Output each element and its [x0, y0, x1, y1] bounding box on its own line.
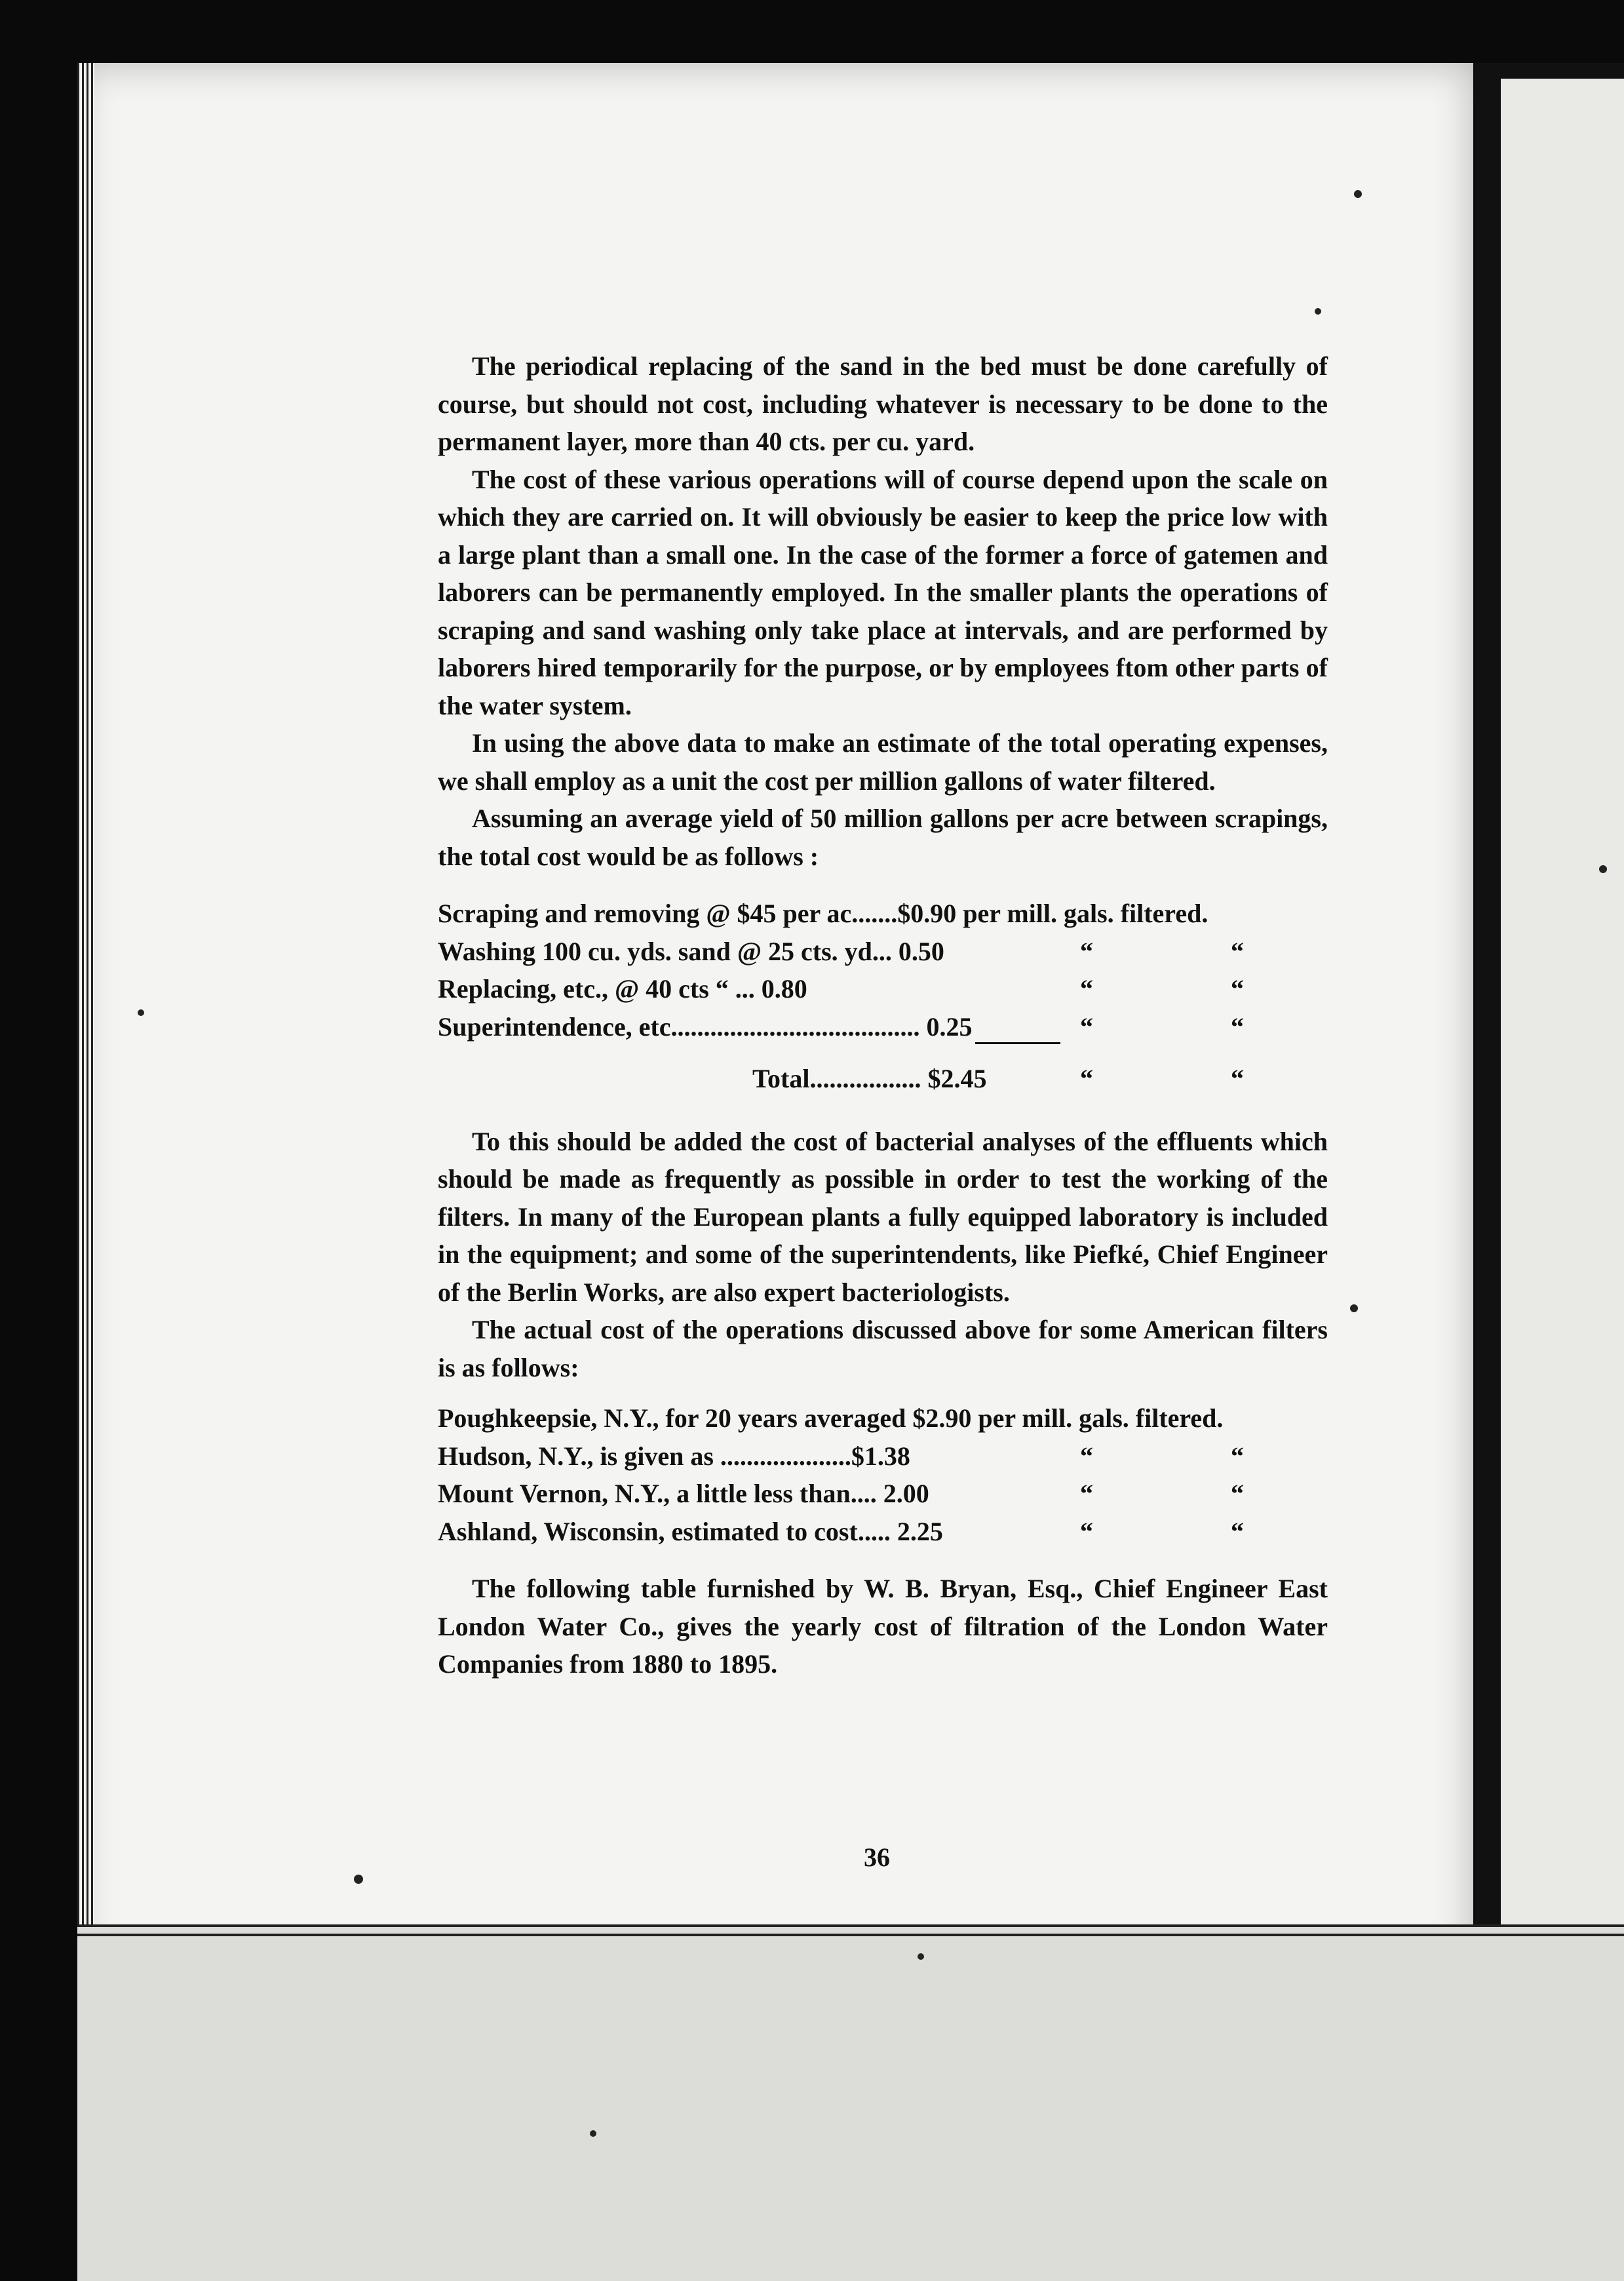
american-filters-table [438, 1399, 1328, 1550]
city-row [438, 1437, 1328, 1475]
ditto-mark: “ [1080, 1516, 1093, 1546]
scan-rule-bottom [77, 1934, 1624, 1936]
cost-row [438, 1008, 1328, 1046]
paragraph: The following table furnished by W. B. Bryan, Esq., Chief Engineer East London Water Co., gives the yearly cost of filtration of the London Water Companies from 1880 to 1895. [438, 1574, 1328, 1679]
cost-item: Superintendence, etc...................................... 0.25 [438, 1011, 973, 1042]
ditto-mark: “ [1080, 1064, 1093, 1093]
paragraph: Assuming an average yield of 50 million gallons per acre between scrapings, the total cost would be as follows : [438, 804, 1328, 871]
scan-speck [1599, 865, 1607, 873]
facing-page-edge [1501, 79, 1624, 2176]
cost-row [438, 933, 1328, 971]
ditto-mark: “ [1080, 1479, 1093, 1508]
cost-table [438, 895, 1328, 1098]
scan-speck [1315, 308, 1321, 315]
ditto-mark: “ [1231, 1441, 1244, 1471]
cost-item: Washing 100 cu. yds. sand @ 25 cts. yd... 0.50 [438, 936, 944, 966]
city-cost: Mount Vernon, N.Y., a little less than.... 2.00 [438, 1479, 929, 1508]
page-binding-edge [77, 63, 94, 2180]
paragraph: The actual cost of the operations discussed above for some American filters is as follows: [438, 1315, 1328, 1382]
cost-row [438, 895, 1328, 933]
scan-speck [918, 1953, 924, 1960]
paragraph: To this should be added the cost of bacterial analyses of the effluents which should be made as frequently as possible in order to test the working of the filters. In many of the European plants a fully equipped laboratory is included in the equipment; and some of the superintendents, like Piefké, Chief Engineer of the Berlin Works, are also expert bacteriologists. [438, 1126, 1328, 1307]
scan-speck [1350, 1304, 1358, 1312]
ditto-mark: “ [1231, 1516, 1244, 1546]
city-row [438, 1513, 1328, 1551]
ditto-mark: “ [1080, 1011, 1093, 1042]
scan-speck [138, 1009, 144, 1016]
cost-item: Replacing, etc., @ 40 cts “ ... 0.80 [438, 974, 807, 1004]
scan-speck [1354, 190, 1362, 198]
paragraph: The periodical replacing of the sand in the bed must be done carefully of course, but should not cost, including whatever is necessary to be done to the permanent layer, more than 40 cts. per cu. yard. [438, 351, 1328, 456]
city-cost: Hudson, N.Y., is given as ....................$1.38 [438, 1441, 910, 1471]
cost-row [438, 970, 1328, 1008]
city-row [438, 1399, 1328, 1437]
ditto-mark: “ [1231, 936, 1244, 966]
paragraph: In using the above data to make an estimate of the total operating expenses, we shall employ as a unit the cost per million gallons of water filtered. [438, 728, 1328, 796]
scan-speck [590, 2130, 596, 2137]
paragraph: The cost of these various operations will of course depend upon the scale on which they are carried on. It will obviously be easier to keep the price low with a large plant than a small one. In the case of the former a force of gatemen and laborers can be permanently employed. In the smaller plants the operations of scraping and sand washing only take place at intervals, and are performed by laborers hired temporarily for the purpose, or by employees ftom other parts of the water system. [438, 464, 1328, 720]
scan-bottom-margin [77, 1927, 1624, 2281]
ditto-mark: “ [1231, 1011, 1244, 1042]
ditto-mark: “ [1080, 936, 1093, 966]
scan-speck [354, 1875, 363, 1884]
cost-total-row [438, 1060, 1328, 1098]
ditto-mark: “ [1080, 1441, 1093, 1471]
ditto-mark: “ [1231, 1064, 1244, 1093]
city-row [438, 1475, 1328, 1513]
ditto-mark: “ [1080, 974, 1093, 1004]
sum-rule [975, 1042, 1060, 1044]
city-cost: Poughkeepsie, N.Y., for 20 years averaged $2.90 per mill. gals. filtered. [438, 1403, 1224, 1433]
body-text [438, 347, 1328, 1683]
page-number: 36 [864, 1842, 890, 1872]
ditto-mark: “ [1231, 974, 1244, 1004]
city-cost: Ashland, Wisconsin, estimated to cost..... 2.25 [438, 1516, 943, 1546]
cost-total: Total................. $2.45 [752, 1064, 987, 1093]
cost-item: Scraping and removing @ $45 per ac.......$0.90 per mill. gals. filtered. [438, 899, 1208, 928]
scan-rule-top [77, 1924, 1624, 1927]
ditto-mark: “ [1231, 1479, 1244, 1508]
